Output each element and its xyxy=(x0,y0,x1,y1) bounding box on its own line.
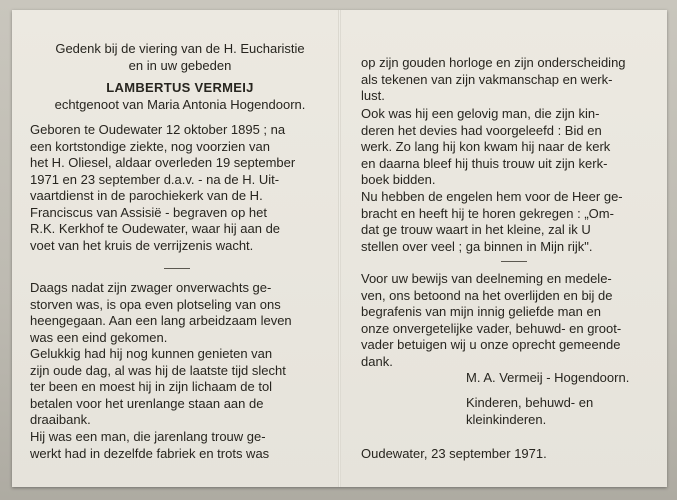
divider-rule xyxy=(501,261,527,262)
deceased-name: LAMBERTUS VERMEIJ xyxy=(106,80,254,95)
story-paragraph-3: Hij was een man, die jarenlang trouw ge- werkt had in dezelfde fabriek en trots was xyxy=(30,429,270,461)
story-paragraph-5: Ook was hij een gelovig man, die zijn kin- deren het devies had voorgeleefd : Bid en werk. Zo lang hij kon kwam hij naar de kerk en daarna bleef hij thuis trouw uit zijn kerk- boek bidden. xyxy=(361,106,611,187)
thanks-text: Voor uw bewijs van deelneming en medele- ven, ons betoond na het overlijden en bij de begrafenis van mijn innig geliefde man en onze onvergetelijke vader, behuwd- en groot- vader betuigen wij u onze oprecht gemeende dank. xyxy=(361,271,622,369)
place-date-text: Oudewater, 23 september 1971. xyxy=(361,446,547,461)
story-paragraph-2: Gelukkig had hij nog kunnen genieten van zijn oude dag, al was hij de laatste tijd slecht ter been en moest hij in zijn lichaam de tol betalen voor het urenlange staan aan de draaibank. xyxy=(30,346,286,427)
biography-text: Geboren te Oudewater 12 oktober 1895 ; na een kortstondige ziekte, nog voorzien van het H. Oliesel, aldaar overleden 19 september 1971 en 23 september d.a.v. - na de H. Uit- vaartdienst in de parochiekerk van de H. Franciscus van Assisië - begraven op het R.K. Kerkhof te Oudewater, waar hij aan de voet van het kruis de verrijzenis wacht. xyxy=(30,122,296,253)
memorial-card xyxy=(12,10,667,487)
divider-rule xyxy=(164,268,190,269)
story-paragraph-1: Daags nadat zijn zwager onverwachts ge- storven was, is opa even plotseling van ons heengegaan. Aan een lang arbeidzaam leven was een eind gekomen. xyxy=(30,280,292,345)
story-paragraph-6: Nu hebben de engelen hem voor de Heer ge- bracht en heeft hij te horen gekregen : „Om- dat ge trouw waart in het kleine, zal ik U stellen over veel ; ga binnen in Mijn rijk". xyxy=(361,189,623,254)
signature-text: M. A. Vermeij - Hogendoorn. xyxy=(466,370,630,385)
right-page xyxy=(341,10,667,487)
left-page xyxy=(12,10,338,487)
spouse-text: echtgenoot van Maria Antonia Hogendoorn. xyxy=(54,97,306,112)
intro-text: Gedenk bij de viering van de H. Eucharistie en in uw gebeden xyxy=(55,41,305,73)
story-paragraph-4: op zijn gouden horloge en zijn onderscheiding als tekenen van zijn vakmanschap en werk- lust. xyxy=(361,55,626,103)
family-text: Kinderen, behuwd- en kleinkinderen. xyxy=(466,395,594,427)
